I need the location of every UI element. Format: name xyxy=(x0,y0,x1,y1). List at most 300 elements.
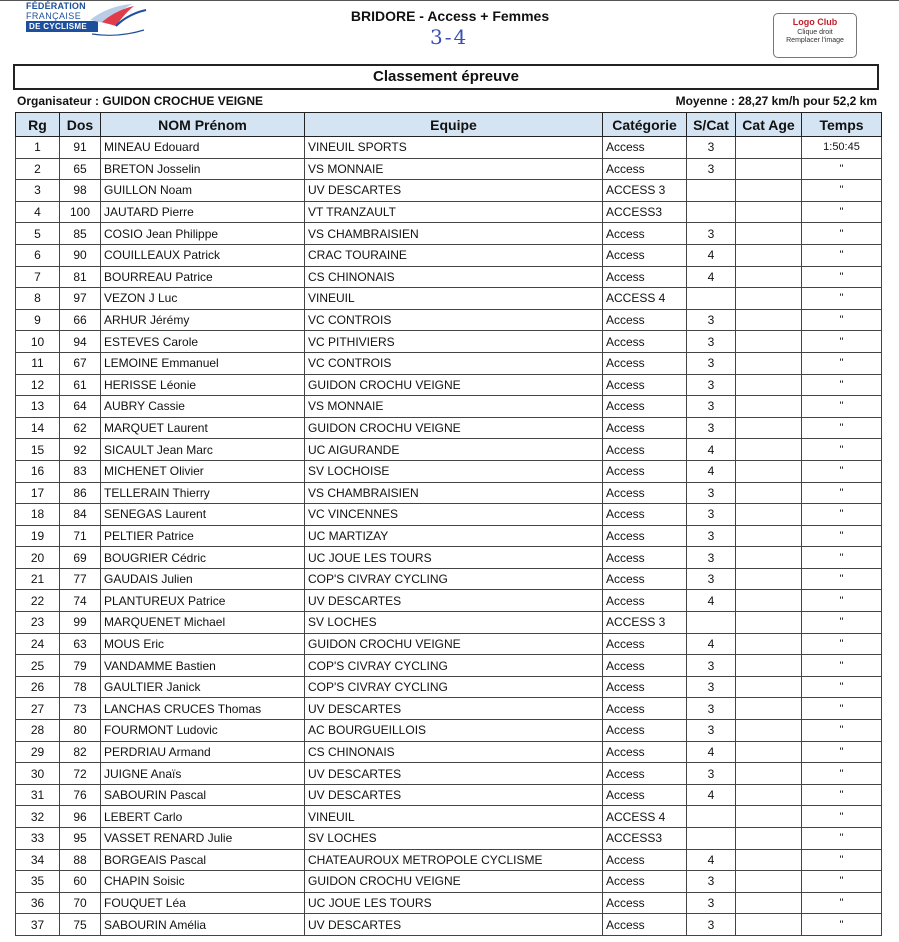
cell-age-category xyxy=(736,806,802,828)
cell-bib: 82 xyxy=(60,741,101,763)
cell-time: " xyxy=(802,720,882,742)
cell-team: UV DESCARTES xyxy=(305,590,603,612)
cell-name: PLANTUREUX Patrice xyxy=(101,590,305,612)
cell-time: " xyxy=(802,892,882,914)
cell-name: SABOURIN Amélia xyxy=(101,914,305,936)
cell-category: Access xyxy=(603,504,687,526)
cell-team: GUIDON CROCHU VEIGNE xyxy=(305,871,603,893)
cell-bib: 94 xyxy=(60,331,101,353)
cell-age-category xyxy=(736,309,802,331)
cell-time: " xyxy=(802,612,882,634)
cell-subcategory: 3 xyxy=(687,309,736,331)
cell-age-category xyxy=(736,417,802,439)
cell-age-category xyxy=(736,547,802,569)
cell-rank: 2 xyxy=(16,158,60,180)
cell-team: GUIDON CROCHU VEIGNE xyxy=(305,374,603,396)
cell-name: ESTEVES Carole xyxy=(101,331,305,353)
cell-rank: 13 xyxy=(16,396,60,418)
cell-category: Access xyxy=(603,655,687,677)
cell-rank: 12 xyxy=(16,374,60,396)
table-row xyxy=(16,223,882,245)
cell-age-category xyxy=(736,568,802,590)
table-row xyxy=(16,417,882,439)
results-table xyxy=(15,112,882,936)
cell-category: Access xyxy=(603,417,687,439)
cell-age-category xyxy=(736,374,802,396)
table-header-row xyxy=(16,113,882,137)
table-row xyxy=(16,504,882,526)
cell-name: COSIO Jean Philippe xyxy=(101,223,305,245)
cell-category: ACCESS 4 xyxy=(603,288,687,310)
cell-team: GUIDON CROCHU VEIGNE xyxy=(305,417,603,439)
cell-rank: 22 xyxy=(16,590,60,612)
cell-rank: 7 xyxy=(16,266,60,288)
cell-category: ACCESS 3 xyxy=(603,180,687,202)
cell-subcategory: 4 xyxy=(687,741,736,763)
table-row xyxy=(16,288,882,310)
cell-bib: 85 xyxy=(60,223,101,245)
cell-time: " xyxy=(802,655,882,677)
cell-name: GUILLON Noam xyxy=(101,180,305,202)
cell-team: VT TRANZAULT xyxy=(305,201,603,223)
cell-bib: 75 xyxy=(60,914,101,936)
cell-age-category xyxy=(736,720,802,742)
cell-name: MICHENET Olivier xyxy=(101,460,305,482)
cyclist-swoosh-icon xyxy=(88,0,148,40)
cell-bib: 74 xyxy=(60,590,101,612)
cell-rank: 35 xyxy=(16,871,60,893)
cell-bib: 91 xyxy=(60,137,101,159)
cell-team: SV LOCHOISE xyxy=(305,460,603,482)
cell-category: Access xyxy=(603,460,687,482)
cell-subcategory: 3 xyxy=(687,698,736,720)
table-row xyxy=(16,352,882,374)
cell-category: Access xyxy=(603,849,687,871)
cell-name: FOUQUET Léa xyxy=(101,892,305,914)
table-row xyxy=(16,828,882,850)
cell-bib: 97 xyxy=(60,288,101,310)
cell-subcategory: 3 xyxy=(687,417,736,439)
cell-bib: 62 xyxy=(60,417,101,439)
table-row xyxy=(16,201,882,223)
cell-age-category xyxy=(736,892,802,914)
cell-subcategory: 3 xyxy=(687,892,736,914)
table-row xyxy=(16,741,882,763)
cell-category: Access xyxy=(603,676,687,698)
cell-category: ACCESS3 xyxy=(603,201,687,223)
cell-category: Access xyxy=(603,482,687,504)
table-row xyxy=(16,266,882,288)
cell-time: " xyxy=(802,482,882,504)
cell-team: GUIDON CROCHU VEIGNE xyxy=(305,633,603,655)
table-row xyxy=(16,331,882,353)
cell-name: LANCHAS CRUCES Thomas xyxy=(101,698,305,720)
cell-team: AC BOURGUEILLOIS xyxy=(305,720,603,742)
cell-rank: 25 xyxy=(16,655,60,677)
cell-bib: 60 xyxy=(60,871,101,893)
cell-category: Access xyxy=(603,698,687,720)
cell-subcategory: 3 xyxy=(687,655,736,677)
cell-name: CHAPIN Soisic xyxy=(101,871,305,893)
cell-rank: 14 xyxy=(16,417,60,439)
col-header-dos: Dos xyxy=(60,113,101,137)
cell-rank: 21 xyxy=(16,568,60,590)
cell-age-category xyxy=(736,266,802,288)
cell-subcategory: 3 xyxy=(687,331,736,353)
cell-bib: 69 xyxy=(60,547,101,569)
cell-time: " xyxy=(802,504,882,526)
cell-subcategory: 3 xyxy=(687,158,736,180)
cell-name: SENEGAS Laurent xyxy=(101,504,305,526)
logo-club-title: Logo Club xyxy=(792,17,838,27)
cell-age-category xyxy=(736,482,802,504)
cell-age-category xyxy=(736,914,802,936)
cell-bib: 81 xyxy=(60,266,101,288)
cell-bib: 63 xyxy=(60,633,101,655)
cell-subcategory xyxy=(687,806,736,828)
cell-rank: 8 xyxy=(16,288,60,310)
cell-time: " xyxy=(802,547,882,569)
cell-rank: 17 xyxy=(16,482,60,504)
cell-time: " xyxy=(802,698,882,720)
cell-age-category xyxy=(736,180,802,202)
cell-name: AUBRY Cassie xyxy=(101,396,305,418)
cell-category: Access xyxy=(603,784,687,806)
col-header-subcategory: S/Cat xyxy=(687,113,736,137)
cell-subcategory: 4 xyxy=(687,266,736,288)
cell-name: FOURMONT Ludovic xyxy=(101,720,305,742)
cell-category: Access xyxy=(603,137,687,159)
cell-rank: 37 xyxy=(16,914,60,936)
cell-rank: 1 xyxy=(16,137,60,159)
cell-time: " xyxy=(802,828,882,850)
cell-bib: 64 xyxy=(60,396,101,418)
cell-rank: 4 xyxy=(16,201,60,223)
cell-time: " xyxy=(802,784,882,806)
cell-rank: 11 xyxy=(16,352,60,374)
cell-subcategory: 4 xyxy=(687,439,736,461)
cell-category: Access xyxy=(603,741,687,763)
cell-bib: 84 xyxy=(60,504,101,526)
cell-subcategory: 3 xyxy=(687,482,736,504)
cell-bib: 90 xyxy=(60,244,101,266)
cell-team: VS MONNAIE xyxy=(305,158,603,180)
cell-age-category xyxy=(736,741,802,763)
table-row xyxy=(16,633,882,655)
cell-category: Access xyxy=(603,633,687,655)
table-row xyxy=(16,698,882,720)
cell-time: " xyxy=(802,460,882,482)
cell-bib: 88 xyxy=(60,849,101,871)
cell-time: " xyxy=(802,223,882,245)
cell-team: CS CHINONAIS xyxy=(305,266,603,288)
cell-age-category xyxy=(736,655,802,677)
cell-category: Access xyxy=(603,547,687,569)
cell-name: GAUDAIS Julien xyxy=(101,568,305,590)
cell-team: COP'S CIVRAY CYCLING xyxy=(305,655,603,677)
cell-age-category xyxy=(736,223,802,245)
cell-rank: 30 xyxy=(16,763,60,785)
cell-team: VC PITHIVIERS xyxy=(305,331,603,353)
cell-team: UV DESCARTES xyxy=(305,763,603,785)
cell-team: VINEUIL SPORTS xyxy=(305,137,603,159)
cell-team: CHATEAUROUX METROPOLE CYCLISME xyxy=(305,849,603,871)
table-row xyxy=(16,568,882,590)
cell-category: Access xyxy=(603,331,687,353)
cell-name: SABOURIN Pascal xyxy=(101,784,305,806)
cell-subcategory: 3 xyxy=(687,525,736,547)
cell-time: " xyxy=(802,288,882,310)
cell-name: JAUTARD Pierre xyxy=(101,201,305,223)
cell-bib: 67 xyxy=(60,352,101,374)
cell-age-category xyxy=(736,396,802,418)
organizer-line: Organisateur : GUIDON CROCHUE VEIGNE xyxy=(17,94,264,108)
cell-subcategory: 4 xyxy=(687,590,736,612)
cell-rank: 19 xyxy=(16,525,60,547)
cell-subcategory: 3 xyxy=(687,547,736,569)
cell-category: Access xyxy=(603,568,687,590)
cell-team: UC AIGURANDE xyxy=(305,439,603,461)
cell-rank: 32 xyxy=(16,806,60,828)
col-header-team: Equipe xyxy=(305,113,603,137)
cell-name: LEBERT Carlo xyxy=(101,806,305,828)
cell-name: HERISSE Léonie xyxy=(101,374,305,396)
table-row xyxy=(16,720,882,742)
cell-time: 1:50:45 xyxy=(802,137,882,159)
cell-subcategory: 3 xyxy=(687,137,736,159)
section-title: Classement épreuve xyxy=(13,64,879,90)
cell-name: GAULTIER Janick xyxy=(101,676,305,698)
cell-rank: 24 xyxy=(16,633,60,655)
federation-logo-line3: DE CYCLISME xyxy=(26,21,98,32)
cell-subcategory: 4 xyxy=(687,849,736,871)
cell-bib: 98 xyxy=(60,180,101,202)
cell-bib: 65 xyxy=(60,158,101,180)
col-header-time: Temps xyxy=(802,113,882,137)
cell-time: " xyxy=(802,676,882,698)
cell-age-category xyxy=(736,676,802,698)
cell-category: Access xyxy=(603,158,687,180)
cell-rank: 34 xyxy=(16,849,60,871)
cell-time: " xyxy=(802,806,882,828)
cell-rank: 27 xyxy=(16,698,60,720)
cell-time: " xyxy=(802,309,882,331)
cell-time: " xyxy=(802,849,882,871)
cell-category: Access xyxy=(603,309,687,331)
cell-age-category xyxy=(736,525,802,547)
federation-logo-line2: FRANÇAISE xyxy=(26,11,82,21)
table-row xyxy=(16,309,882,331)
cell-category: ACCESS 4 xyxy=(603,806,687,828)
table-row xyxy=(16,482,882,504)
table-row xyxy=(16,460,882,482)
cell-rank: 36 xyxy=(16,892,60,914)
cell-subcategory: 4 xyxy=(687,460,736,482)
cell-category: Access xyxy=(603,352,687,374)
cell-category: ACCESS 3 xyxy=(603,612,687,634)
cell-age-category xyxy=(736,504,802,526)
cell-time: " xyxy=(802,525,882,547)
cell-time: " xyxy=(802,914,882,936)
cell-bib: 70 xyxy=(60,892,101,914)
cell-team: CRAC TOURAINE xyxy=(305,244,603,266)
cell-subcategory: 4 xyxy=(687,633,736,655)
cell-team: VC CONTROIS xyxy=(305,309,603,331)
race-title: BRIDORE - Access + Femmes xyxy=(350,8,550,24)
cell-category: Access xyxy=(603,223,687,245)
table-row xyxy=(16,655,882,677)
logo-club-line2: Remplacer l'image xyxy=(786,37,844,44)
cell-team: UV DESCARTES xyxy=(305,914,603,936)
cell-subcategory xyxy=(687,828,736,850)
cell-category: Access xyxy=(603,720,687,742)
cell-category: Access xyxy=(603,871,687,893)
cell-team: UV DESCARTES xyxy=(305,698,603,720)
cell-name: LEMOINE Emmanuel xyxy=(101,352,305,374)
table-row xyxy=(16,612,882,634)
cell-rank: 9 xyxy=(16,309,60,331)
cell-time: " xyxy=(802,180,882,202)
cell-category: Access xyxy=(603,525,687,547)
col-header-category: Catégorie xyxy=(603,113,687,137)
table-row xyxy=(16,914,882,936)
cell-subcategory: 3 xyxy=(687,396,736,418)
table-row xyxy=(16,849,882,871)
cell-time: " xyxy=(802,741,882,763)
cell-time: " xyxy=(802,374,882,396)
cell-time: " xyxy=(802,158,882,180)
table-row xyxy=(16,180,882,202)
cell-rank: 10 xyxy=(16,331,60,353)
cell-name: MARQUENET Michael xyxy=(101,612,305,634)
col-header-age-category: Cat Age xyxy=(736,113,802,137)
average-speed-line: Moyenne : 28,27 km/h pour 52,2 km xyxy=(675,94,877,108)
cell-name: ARHUR Jérémy xyxy=(101,309,305,331)
logo-club-line1: Clique droit xyxy=(797,29,833,36)
cell-age-category xyxy=(736,158,802,180)
cell-subcategory: 3 xyxy=(687,568,736,590)
table-row xyxy=(16,784,882,806)
cell-team: UC JOUE LES TOURS xyxy=(305,547,603,569)
cell-name: MOUS Eric xyxy=(101,633,305,655)
cell-bib: 96 xyxy=(60,806,101,828)
cell-subcategory: 3 xyxy=(687,676,736,698)
cell-rank: 33 xyxy=(16,828,60,850)
col-header-rg: Rg xyxy=(16,113,60,137)
cell-name: VANDAMME Bastien xyxy=(101,655,305,677)
cell-rank: 15 xyxy=(16,439,60,461)
cell-rank: 5 xyxy=(16,223,60,245)
cell-bib: 71 xyxy=(60,525,101,547)
cell-bib: 80 xyxy=(60,720,101,742)
cell-category: Access xyxy=(603,439,687,461)
cell-team: VC VINCENNES xyxy=(305,504,603,526)
cell-name: TELLERAIN Thierry xyxy=(101,482,305,504)
cell-category: Access xyxy=(603,590,687,612)
table-row xyxy=(16,374,882,396)
cell-name: BRETON Josselin xyxy=(101,158,305,180)
cell-rank: 29 xyxy=(16,741,60,763)
cell-name: VASSET RENARD Julie xyxy=(101,828,305,850)
cell-age-category xyxy=(736,633,802,655)
cell-bib: 76 xyxy=(60,784,101,806)
table-row xyxy=(16,396,882,418)
table-row xyxy=(16,439,882,461)
cell-team: COP'S CIVRAY CYCLING xyxy=(305,568,603,590)
cell-subcategory: 3 xyxy=(687,374,736,396)
cell-name: MARQUET Laurent xyxy=(101,417,305,439)
cell-bib: 79 xyxy=(60,655,101,677)
cell-subcategory xyxy=(687,201,736,223)
cell-age-category xyxy=(736,244,802,266)
cell-subcategory: 3 xyxy=(687,871,736,893)
cell-team: SV LOCHES xyxy=(305,612,603,634)
cell-time: " xyxy=(802,439,882,461)
cell-bib: 92 xyxy=(60,439,101,461)
col-header-name: NOM Prénom xyxy=(101,113,305,137)
cell-subcategory: 3 xyxy=(687,914,736,936)
cell-time: " xyxy=(802,871,882,893)
cell-name: MINEAU Edouard xyxy=(101,137,305,159)
cell-age-category xyxy=(736,849,802,871)
cell-category: Access xyxy=(603,374,687,396)
cell-category: Access xyxy=(603,892,687,914)
cell-age-category xyxy=(736,288,802,310)
table-row xyxy=(16,590,882,612)
cell-subcategory: 4 xyxy=(687,244,736,266)
cell-team: UC MARTIZAY xyxy=(305,525,603,547)
cell-team: SV LOCHES xyxy=(305,828,603,850)
cell-team: VS CHAMBRAISIEN xyxy=(305,482,603,504)
cell-team: UV DESCARTES xyxy=(305,180,603,202)
cell-rank: 28 xyxy=(16,720,60,742)
cell-age-category xyxy=(736,763,802,785)
table-row xyxy=(16,763,882,785)
federation-logo-line1: FÉDÉRATION xyxy=(26,1,86,11)
cell-name: JUIGNE Anaïs xyxy=(101,763,305,785)
table-row xyxy=(16,547,882,569)
cell-team: CS CHINONAIS xyxy=(305,741,603,763)
cell-bib: 95 xyxy=(60,828,101,850)
cell-time: " xyxy=(802,331,882,353)
cell-age-category xyxy=(736,612,802,634)
cell-age-category xyxy=(736,439,802,461)
cell-age-category xyxy=(736,871,802,893)
cell-team: VINEUIL xyxy=(305,288,603,310)
cell-rank: 6 xyxy=(16,244,60,266)
federation-logo xyxy=(26,0,146,40)
cell-name: BOUGRIER Cédric xyxy=(101,547,305,569)
cell-team: VC CONTROIS xyxy=(305,352,603,374)
cell-time: " xyxy=(802,633,882,655)
cell-team: VS CHAMBRAISIEN xyxy=(305,223,603,245)
handwritten-note: 3-4 xyxy=(430,25,469,49)
cell-subcategory xyxy=(687,288,736,310)
cell-bib: 73 xyxy=(60,698,101,720)
cell-subcategory: 4 xyxy=(687,784,736,806)
table-row xyxy=(16,892,882,914)
cell-team: COP'S CIVRAY CYCLING xyxy=(305,676,603,698)
cell-name: PELTIER Patrice xyxy=(101,525,305,547)
cell-subcategory: 3 xyxy=(687,504,736,526)
cell-category: Access xyxy=(603,396,687,418)
cell-age-category xyxy=(736,784,802,806)
cell-age-category xyxy=(736,201,802,223)
cell-subcategory: 3 xyxy=(687,352,736,374)
cell-category: Access xyxy=(603,914,687,936)
cell-age-category xyxy=(736,590,802,612)
logo-club-placeholder xyxy=(773,13,857,58)
